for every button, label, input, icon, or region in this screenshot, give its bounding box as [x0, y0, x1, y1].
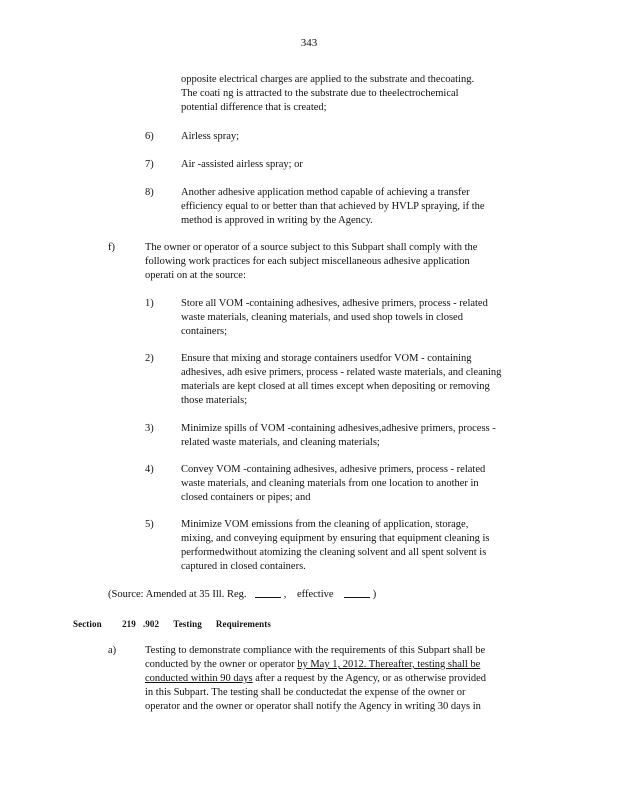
item-number: 7): [145, 159, 154, 170]
list-item: [181, 130, 239, 144]
list-item: [181, 297, 488, 339]
comma: ,: [283, 589, 287, 600]
text-line: containers;: [181, 326, 228, 337]
list-item: [181, 352, 501, 408]
text-line: closed containers or pipes; and: [181, 492, 311, 503]
text-line: Convey VOM -containing adhesives, adhesive primers, process - related: [181, 464, 486, 475]
source-note: [108, 588, 376, 602]
text-line: Minimize spills of VOM -containing adhesives,adhesive primers, process -: [181, 423, 496, 434]
section-heading: [73, 617, 271, 631]
text-span: conducted by the owner or operator: [145, 659, 298, 670]
text-line: The owner or operator of a source subject to this Subpart shall comply with the: [145, 242, 478, 253]
text-line: those materials;: [181, 395, 248, 406]
text-line: adhesives, adh esive primers, process - related waste materials, and cleaning: [181, 367, 502, 378]
text-line: Another adhesive application method capable of achieving a transfer: [181, 187, 470, 198]
page-number: 343: [300, 37, 318, 49]
text-line: materials are kept closed at all times except when depositing or removing: [181, 381, 490, 392]
text-line: in this Subpart. The testing shall be conductedat the expense of the owner or: [145, 687, 466, 698]
item-number: 3): [145, 423, 154, 434]
section-label: Section: [73, 619, 102, 629]
list-item: [181, 158, 303, 172]
blank-line: [255, 597, 281, 598]
paragraph-f: [145, 241, 477, 283]
blank-line: [344, 597, 370, 598]
paragraph-a: [145, 644, 486, 714]
text-line: mixing, and conveying equipment by ensuring that equipment cleaning is: [181, 533, 490, 544]
list-item: [181, 518, 490, 574]
text-line: captured in closed containers.: [181, 561, 306, 572]
text-line: Minimize VOM emissions from the cleaning of application, storage,: [181, 519, 469, 530]
text-line: [145, 658, 486, 672]
effective-label: effective: [297, 589, 334, 600]
item-number: 6): [145, 131, 154, 142]
text-line: The coati ng is attracted to the substrate due to theelectrochemical: [181, 88, 459, 99]
text-line: waste materials, cleaning materials, and used shop towels in closed: [181, 312, 463, 323]
amended-text: conducted within 90 days: [145, 673, 253, 684]
text-line: efficiency equal to or better than that achieved by HVLP spraying, if the: [181, 201, 485, 212]
text-line: [145, 672, 486, 686]
text-line: Testing to demonstrate compliance with the requirements of this Subpart shall be: [145, 645, 486, 656]
paragraph-letter: f): [108, 242, 115, 253]
text-line: method is approved in writing by the Agency.: [181, 215, 373, 226]
continuation-text: [181, 73, 474, 115]
text-line: performedwithout atomizing the cleaning solvent and all spent solvent is: [181, 547, 487, 558]
text-line: related waste materials, and cleaning materials;: [181, 437, 380, 448]
item-number: 4): [145, 464, 154, 475]
text-line: potential difference that is created;: [181, 102, 327, 113]
item-number: 5): [145, 519, 154, 530]
item-number: 2): [145, 353, 154, 364]
text-line: Air -assisted airless spray; or: [181, 159, 303, 170]
text-line: following work practices for each subject miscellaneous adhesive application: [145, 256, 470, 267]
source-note-text: (Source: Amended at 35 Ill. Reg.: [108, 589, 247, 600]
list-item: [181, 422, 496, 450]
text-span: after a request by the Agency, or as otherwise provided: [252, 673, 487, 684]
section-title: Testing Requirements: [173, 619, 271, 629]
item-number: 8): [145, 187, 154, 198]
text-line: opposite electrical charges are applied to the substrate and thecoating.: [181, 74, 475, 85]
text-line: Airless spray;: [181, 131, 240, 142]
item-number: 1): [145, 298, 154, 309]
list-item: [181, 186, 485, 228]
section-number: 219 .902: [122, 619, 160, 629]
text-line: operati on at the source:: [145, 270, 246, 281]
close-paren: ): [372, 589, 377, 600]
text-line: waste materials, and cleaning materials from one location to another in: [181, 478, 479, 489]
text-line: Ensure that mixing and storage containers usedfor VOM - containing: [181, 353, 472, 364]
text-line: operator and the owner or operator shall notify the Agency in writing 30 days in: [145, 701, 481, 712]
text-line: Store all VOM -containing adhesives, adhesive primers, process - related: [181, 298, 488, 309]
paragraph-letter: a): [108, 645, 117, 656]
list-item: [181, 463, 485, 505]
amended-text: by May 1, 2012. Thereafter, testing shall be: [297, 659, 481, 670]
